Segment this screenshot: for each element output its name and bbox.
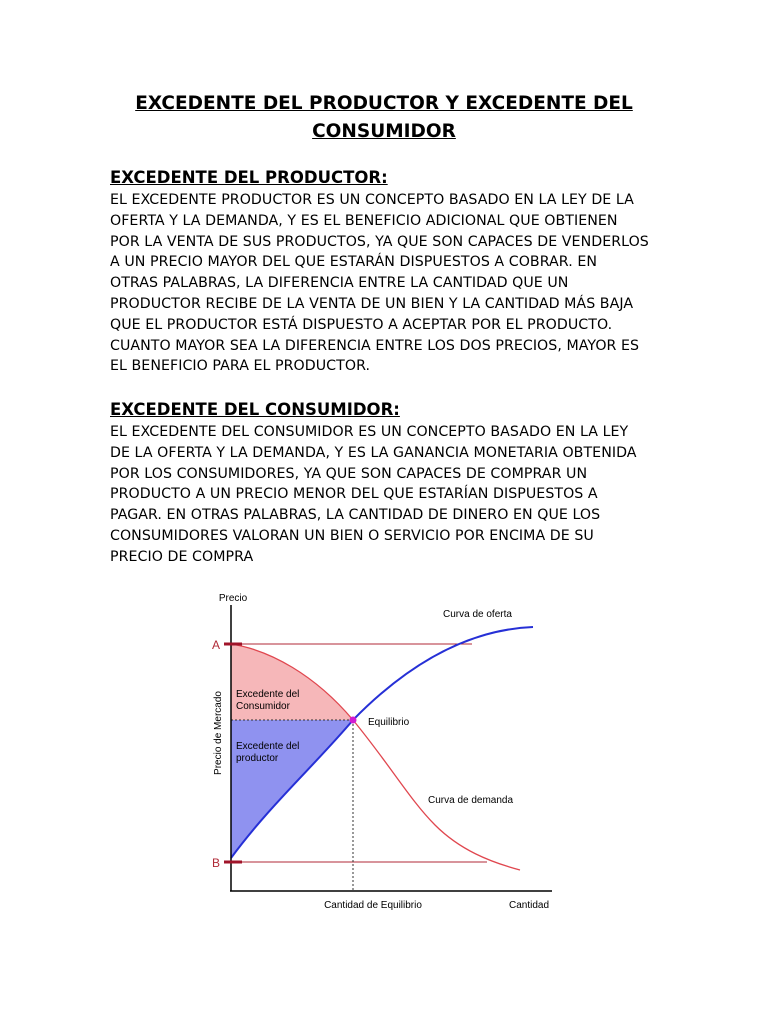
paragraph-line: CONSUMIDORES VALORAN UN BIEN O SERVICIO POR ENCIMA DE SU: [110, 527, 594, 544]
paragraph-line: A UN PRECIO MAYOR DEL QUE ESTARÁN DISPUESTOS A COBRAR. EN: [110, 254, 597, 271]
paragraph-line: POR LOS CONSUMIDORES, YA QUE SON CAPACES DE COMPRAR UN: [110, 465, 588, 482]
producer-surplus-heading: EXCEDENTE DEL PRODUCTOR:: [110, 168, 388, 187]
consumer-area-label-2: Consumidor: [236, 701, 290, 712]
paragraph-line: DE LA OFERTA Y LA DEMANDA, Y ES LA GANANCIA MONETARIA OBTENIDA: [110, 444, 637, 461]
paragraph-line: EL EXCEDENTE PRODUCTOR ES UN CONCEPTO BASADO EN LA LEY DE LA: [110, 192, 634, 208]
point-b-label: B: [211, 856, 221, 870]
paragraph-line: QUE EL PRODUCTOR ESTÁ DISPUESTO A ACEPTAR POR EL PRODUCTO.: [110, 316, 613, 333]
paragraph-line: POR LA VENTA DE SUS PRODUCTOS, YA QUE SON CAPACES DE VENDERLOS: [110, 233, 649, 250]
equilibrium-point: [350, 717, 357, 724]
supply-curve-label: Curva de oferta: [443, 609, 512, 620]
paragraph-line: PRECIO DE COMPRA: [110, 548, 254, 565]
producer-surplus-paragraph: [110, 190, 670, 377]
title-line-1: EXCEDENTE DEL PRODUCTOR Y EXCEDENTE DEL: [135, 93, 633, 114]
consumer-surplus-heading: EXCEDENTE DEL CONSUMIDOR:: [110, 400, 400, 419]
paragraph-line: EL BENEFICIO PARA EL PRODUCTOR.: [110, 358, 371, 375]
paragraph-line: PAGAR. EN OTRAS PALABRAS, LA CANTIDAD DE DINERO EN QUE LOS: [110, 507, 601, 524]
x-equilibrium-label: Cantidad de Equilibrio: [324, 900, 422, 911]
point-a-label: A: [211, 638, 221, 652]
title-line-2: CONSUMIDOR: [312, 121, 456, 142]
demand-curve-label: Curva de demanda: [428, 795, 514, 806]
paragraph-line: PRODUCTO A UN PRECIO MENOR DEL QUE ESTARÍAN DISPUESTOS A: [110, 486, 598, 503]
paragraph-line: OFERTA Y LA DEMANDA, Y ES EL BENEFICIO ADICIONAL QUE OBTIENEN: [110, 212, 618, 229]
consumer-area-label-1: Excedente del: [236, 689, 300, 700]
producer-area-label-1: Excedente del: [236, 741, 300, 752]
paragraph-line: OTRAS PALABRAS, LA DIFERENCIA ENTRE LA CANTIDAD QUE UN: [110, 275, 569, 292]
y-axis-side-label: Precio de Mercado: [213, 691, 224, 775]
consumer-surplus-paragraph: [110, 422, 670, 568]
x-axis-label: Cantidad: [508, 900, 550, 911]
y-axis-label: Precio: [218, 593, 248, 604]
producer-area-label-2: productor: [236, 753, 279, 764]
paragraph-line: PRODUCTOR RECIBE DE LA VENTA DE UN BIEN Y LA CANTIDAD MÁS BAJA: [110, 295, 634, 312]
document-title: [120, 90, 648, 146]
paragraph-line: EL EXCEDENTE DEL CONSUMIDOR ES UN CONCEPTO BASADO EN LA LEY: [110, 424, 629, 440]
equilibrium-label: Equilibrio: [368, 717, 410, 728]
paragraph-line: CUANTO MAYOR SEA LA DIFERENCIA ENTRE LOS DOS PRECIOS, MAYOR ES: [110, 337, 640, 354]
surplus-diagram: [190, 585, 570, 915]
